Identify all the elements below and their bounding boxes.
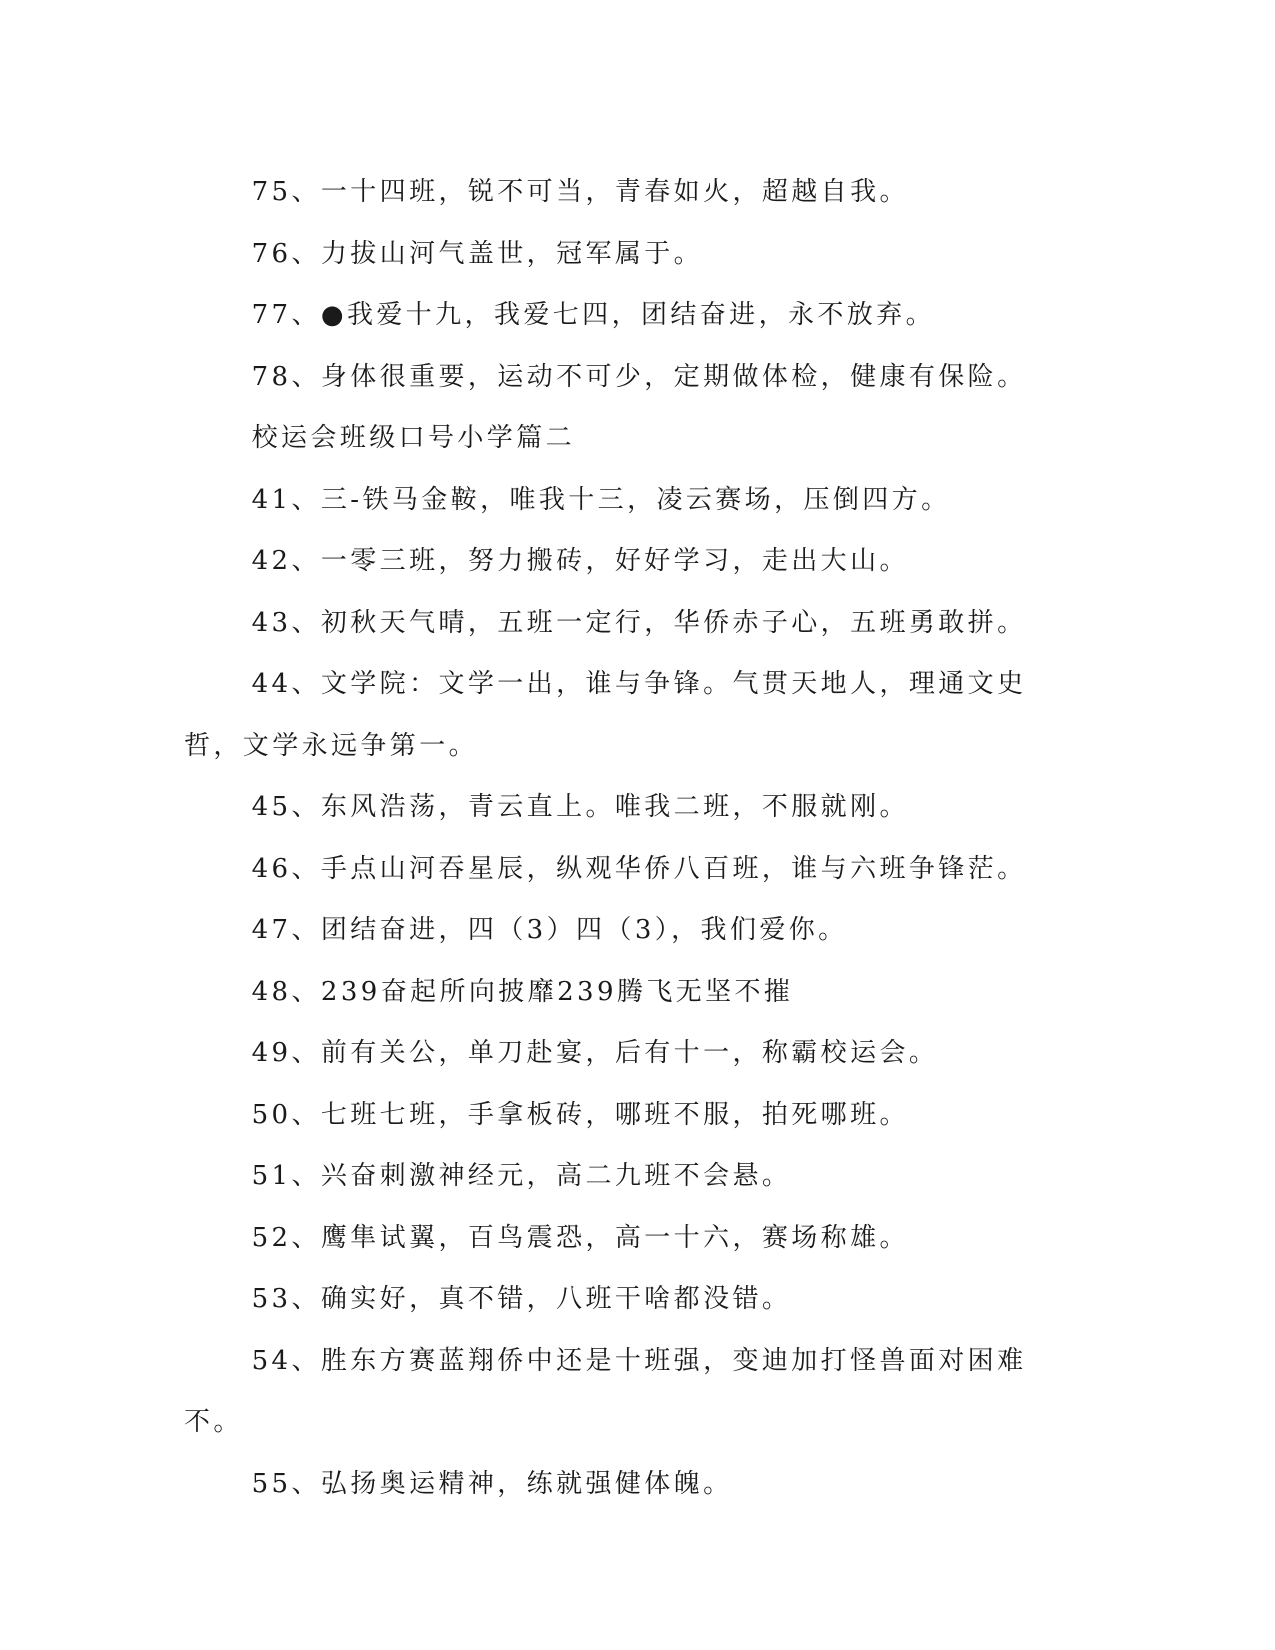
paragraph-42: 42、一零三班，努力搬砖，好好学习，走出大山。: [251, 546, 909, 576]
paragraph-75: 75、一十四班，锐不可当，青春如火，超越自我。: [251, 177, 909, 207]
paragraph-54: 54、胜东方赛蓝翔侨中还是十班强，变迪加打怪兽面对困难不。: [184, 1345, 1027, 1437]
paragraph-52: 52、鹰隼试翼，百鸟震恐，高一十六，赛场称雄。: [251, 1222, 909, 1253]
paragraph-44: 44、文学院：文学一出，谁与争锋。气贯天地人，理通文史哲，文学永远争第一。: [184, 669, 1027, 761]
paragraph-48: 48、239奋起所向披靡239腾飞无坚不摧: [251, 976, 794, 1007]
paragraph-78: 78、身体很重要，运动不可少，定期做体检，健康有保险。: [251, 361, 1027, 392]
document-body: [184, 162, 1064, 1515]
paragraph-50: 50、七班七班，手拿板砖，哪班不服，拍死哪班。: [251, 1099, 909, 1130]
paragraph-46: 46、手点山河吞星辰，纵观华侨八百班，谁与六班争锋茫。: [251, 853, 1027, 884]
paragraph-45: 45、东风浩荡，青云直上。唯我二班，不服就刚。: [251, 792, 909, 822]
paragraph-76: 76、力拔山河气盖世，冠军属于。: [251, 238, 704, 269]
paragraph-53: 53、确实好，真不错，八班干啥都没错。: [251, 1284, 792, 1314]
paragraph-51: 51、兴奋刺激神经元，高二九班不会悬。: [251, 1161, 792, 1191]
paragraph-47: 47、团结奋进，四（3）四（3），我们爱你。: [251, 915, 848, 945]
section-heading: 校运会班级口号小学篇二: [251, 423, 575, 453]
paragraph-77: 77、●我爱十九，我爱七四，团结奋进，永不放弃。: [251, 300, 935, 330]
paragraph-41: 41、三-铁马金鞍，唯我十三，凌云赛场，压倒四方。: [251, 484, 951, 515]
paragraph-55: 55、弘扬奥运精神，练就强健体魄。: [251, 1468, 733, 1499]
paragraph-49: 49、前有关公，单刀赴宴，后有十一，称霸校运会。: [251, 1038, 939, 1068]
paragraph-43: 43、初秋天气晴，五班一定行，华侨赤子心，五班勇敢拼。: [251, 607, 1027, 638]
